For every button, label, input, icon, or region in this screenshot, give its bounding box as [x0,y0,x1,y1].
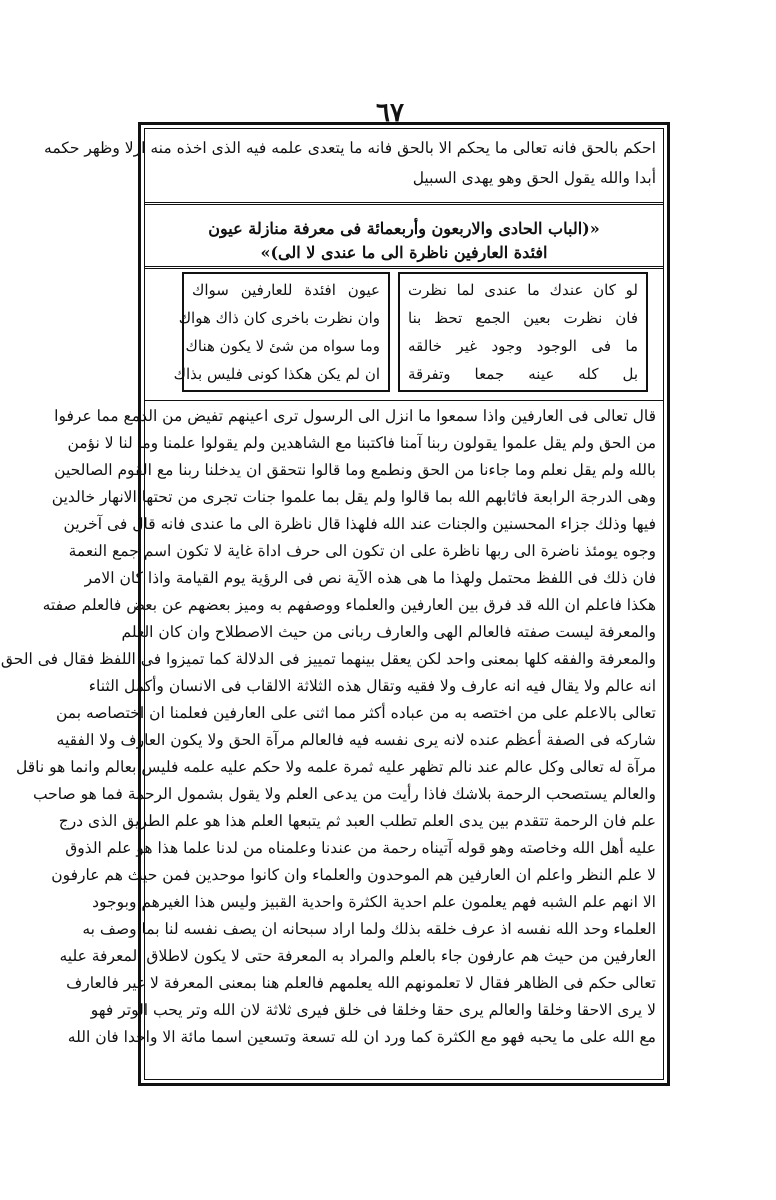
text-line: وهى الدرجة الرابعة فاثابهم الله بما قالوا ولم يقل بما علموا جنات تجرى من تحتها الانهار خالدين [51,488,656,506]
text-line: تعالى حكم فى الظاهر فقال لا تعلمونهم الله يعلمهم فالعلم هنا بمعنى المعرفة لا غير فالعارف [66,974,656,992]
chapter-heading: «(الباب الحادى والاربعون وأربعمائة فى معرفة منازلة عيون [208,219,600,238]
text-line: لا علم النظر واعلم ان العارفين هم الموحدون والعلماء وان كانوا موحدين فمن حيث هم عارفون [51,866,656,884]
poem-right-column [398,272,648,392]
poem-verse: وما سواه من شئ لا يكون هناك [185,337,380,355]
text-line: انه عالم ولا يقال فيه انه عارف ولا فقيه وتقال هذه الثلاثة الالقاب فى الانسان وأكمل الثناء [88,677,656,695]
poem-left-column [173,272,390,392]
poem-verse: لو كان عندك ما عندى لما نظرت [408,281,638,299]
text-line: والمعرفة والفقه كلها بمعنى واحد لكن يعقل بينهما تمييز فى الدلالة كما تميزوا فى اللفظ فقال فى الحق [0,650,656,668]
section-divider [144,202,664,205]
page-number: ٦٧ [376,98,404,128]
poem-verse: ما فى الوجود وجود غير خالقه [408,337,638,355]
poem-verse: فان نظرت بعين الجمع تحظ بنا [408,309,638,327]
text-line: فيها وذلك جزاء المحسنين والجنات عند الله فلهذا قال ناظرة الى ما عندى فانه قال فى آخرين [63,515,656,533]
text-line: العلماء وحد الله نفسه اذ عرف خلقه بذلك ولما اراد سبحانه ان يصف نفسه لنا بما وصف به [82,920,656,938]
chapter-heading: افئدة العارفين ناظرة الى ما عندى لا الى)» [260,243,548,262]
section-divider [144,266,664,269]
text-line: هكذا فاعلم ان الله قد فرق بين العارفين والعلماء ووصفهم به وميز بعضهم عن بعض فالعلم صفته [42,596,656,614]
text-line: علم فان الرحمة تتقدم بين يدى العلم تطلب العبد ثم يتبعها العلم هذا هو علم الطريق الذى درج [58,812,656,830]
text-line: مرآة له تعالى وكل عالم عند نالم تظهر عليه ثمرة علمه ولا حكم عليه علمه فليس بعالم وانما هو ناقل [15,758,656,776]
text-line: عليه أهل الله وخاصته وهو قوله آتيناه رحمة من عندنا وعلمناه من لدنا علما هذا هو علم الذوق [65,839,656,857]
text-line: العارفين من حيث هم عارفون جاء بالعلم والمراد به المعرفة حتى لا يكون لاطلاق المعرفة عليه [59,947,656,965]
text-line: وجوه يومئذ ناضرة الى ربها ناظرة على ان تكون الى حرف اداة غاية لا تكون اسم جمع النعمة [68,542,656,560]
poem-verse: وان نظرت باخرى كان ذاك هواك [178,309,380,327]
text-line: أبدا والله يقول الحق وهو يهدى السبيل [412,169,656,187]
text-line: بالله ولم يقل نعلم وما جاءنا من الحق ونطمع وما قالوا نتحقق ان يدخلنا ربنا مع القوم الصالحين [54,461,656,479]
text-line: مع الله على ما يحبه فهو مع الكثرة كما ورد ان لله تسعة وتسعين اسما مائة الا واحدا فان الله [67,1028,656,1046]
text-line: والمعرفة ليست صفته فالعالم الهى والعارف ربانى من حيث الاصطلاح وان كان العلم [121,623,656,641]
text-line: الا انهم علم الشبه فهم يعلمون علم احدية الكثرة واحدية القبيز وليس هذا الغيرهم وبوجود [92,893,656,911]
text-line: تعالى بالاعلم على من اختصه به من عباده أكثر مما اثنى على العارفين فعلمنا ان اختصاصه بمن [55,704,656,722]
text-line: احكم بالحق فانه تعالى ما يحكم الا بالحق فانه ما يتعدى علمه فيه الذى اخذه منه ازلا وظهر حكمه [44,139,656,157]
text-line: شاركه فى الصفة أعظم عنده لانه يرى نفسه فيه فالعالم مرآة الحق ولا يكون العارف ولا الفقيه [56,731,656,749]
text-line: فان ذلك فى اللفظ محتمل ولهذا ما هى هذه الآية نص فى الرؤية يوم القيامة واذا كان الامر [84,569,656,587]
text-line: من الحق ولم يقل علموا يقولون ربنا آمنا فاكتبنا مع الشاهدين ولم يقولوا علمنا وما لنا لا نؤمن [67,434,656,452]
text-line: قال تعالى فى العارفين واذا سمعوا ما انزل الى الرسول ترى اعينهم تفيض من الدمع مما عرفوا [54,407,656,425]
poem-verse: ان لم يكن هكذا كونى فليس بذاك [173,365,380,383]
text-line: والعالم يستصحب الرحمة بلاشك فاذا رأيت من يدعى العلم ولا يقول بشمول الرحمة فما هو صاحب [32,785,656,803]
section-divider [144,400,664,401]
poem-verse: بل كله عينه جمعا وتفرقة [408,365,638,383]
poem-verse: عيون افئدة للعارفين سواك [192,281,380,299]
text-line: لا يرى الاحقا وخلقا والعالم يرى حقا وخلقا فى خلق فيرى ثلاثة لان الله وتر يحب الوتر فهو [90,1001,656,1019]
